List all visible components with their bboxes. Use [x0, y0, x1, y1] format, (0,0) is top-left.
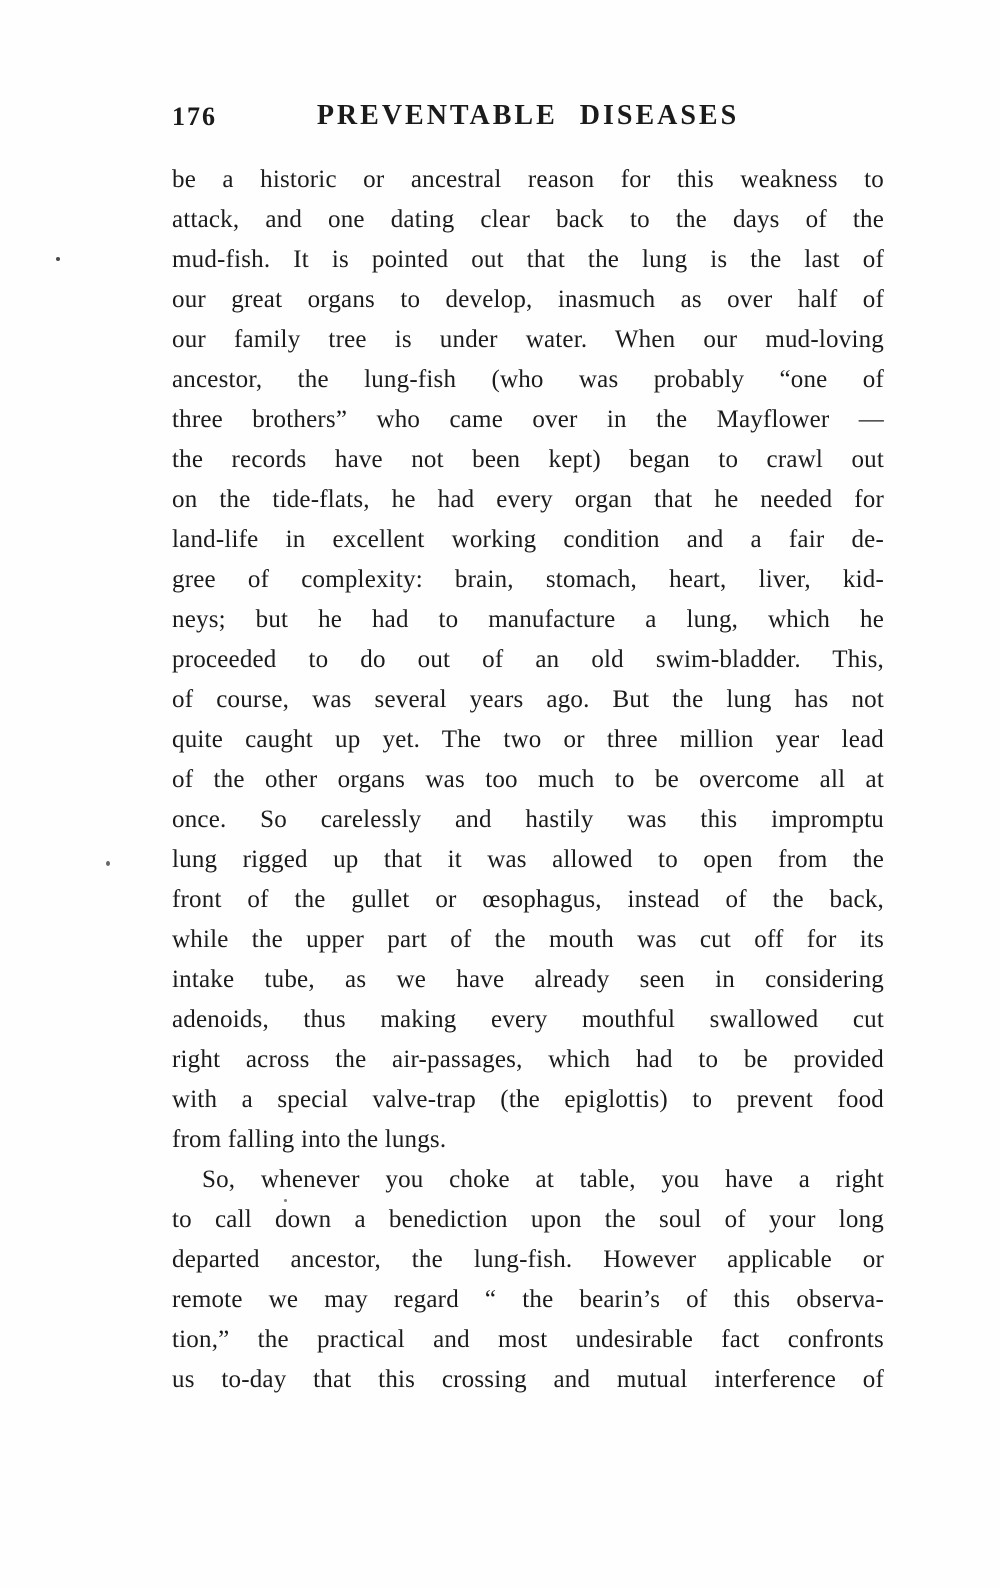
- ink-speck: [56, 257, 60, 261]
- text-line: once. So carelessly and hastily was this impromptu: [172, 806, 884, 833]
- text-line: with a special valve-trap (the epiglottis) to prevent food: [172, 1086, 884, 1113]
- text-line: gree of complexity: brain, stomach, heart, liver, kid-: [172, 566, 884, 593]
- text-line: remote we may regard “ the bearin’s of this observa-: [172, 1286, 884, 1313]
- text-line: land-life in excellent working condition and a fair de-: [172, 526, 884, 553]
- text-line: of the other organs was too much to be overcome all at: [172, 766, 884, 793]
- text-line: while the upper part of the mouth was cut off for its: [172, 926, 884, 953]
- ink-speck: [284, 1199, 287, 1202]
- text-line: lung rigged up that it was allowed to open from the: [172, 846, 884, 873]
- text-line: mud-fish. It is pointed out that the lung is the last of: [172, 246, 884, 273]
- text-block: [172, 160, 884, 1400]
- text-line: intake tube, as we have already seen in considering: [172, 966, 884, 993]
- text-line: adenoids, thus making every mouthful swallowed cut: [172, 1006, 884, 1033]
- text-line: neys; but he had to manufacture a lung, which he: [172, 606, 884, 633]
- text-line: of course, was several years ago. But the lung has not: [172, 686, 884, 713]
- text-line: to call down a benediction upon the soul of your long: [172, 1206, 884, 1233]
- text-line: quite caught up yet. The two or three million year lead: [172, 726, 884, 753]
- page-number: 176: [172, 102, 217, 131]
- text-line: the records have not been kept) began to crawl out: [172, 446, 884, 473]
- text-line: three brothers” who came over in the Mayflower —: [172, 406, 884, 433]
- text-line: proceeded to do out of an old swim-bladder. This,: [172, 646, 884, 673]
- text-line: ancestor, the lung-fish (who was probably “one of: [172, 366, 884, 393]
- page-title: PREVENTABLE DISEASES: [316, 100, 740, 131]
- running-head: [172, 100, 884, 134]
- text-line: tion,” the practical and most undesirable fact confronts: [172, 1326, 884, 1353]
- text-line: So, whenever you choke at table, you have a right: [202, 1166, 884, 1193]
- text-line: our family tree is under water. When our mud-loving: [172, 326, 884, 353]
- text-line: us to-day that this crossing and mutual interference of: [172, 1366, 884, 1393]
- text-line: be a historic or ancestral reason for this weakness to: [172, 166, 884, 193]
- text-line: departed ancestor, the lung-fish. However applicable or: [172, 1246, 884, 1273]
- text-line: on the tide-flats, he had every organ that he needed for: [172, 486, 884, 513]
- text-line: from falling into the lungs.: [172, 1126, 447, 1153]
- text-line: right across the air-passages, which had to be provided: [172, 1046, 884, 1073]
- ink-speck: [106, 861, 110, 866]
- text-line: attack, and one dating clear back to the days of the: [172, 206, 884, 233]
- text-line: front of the gullet or œsophagus, instead of the back,: [172, 886, 884, 913]
- text-line: our great organs to develop, inasmuch as over half of: [172, 286, 884, 313]
